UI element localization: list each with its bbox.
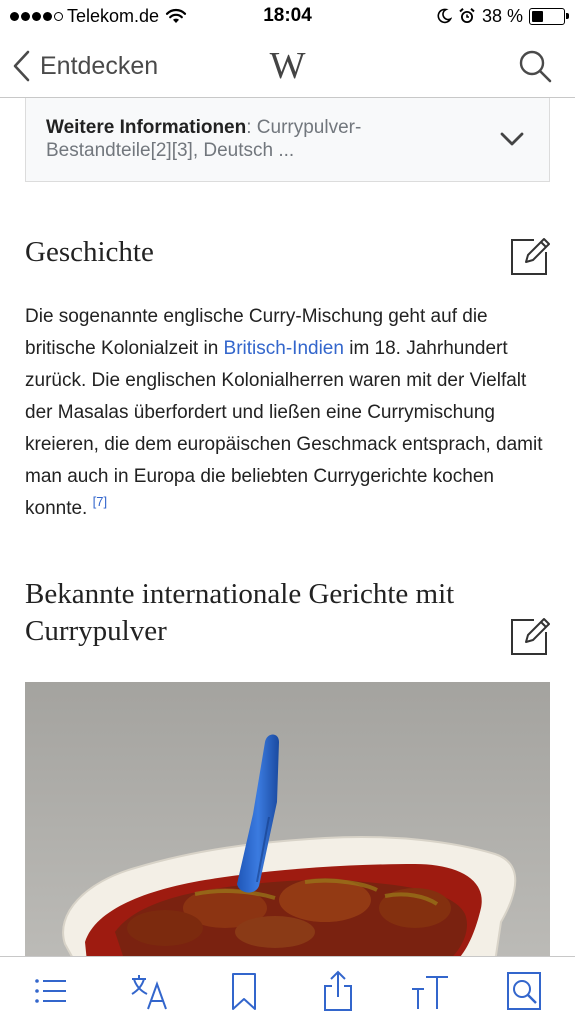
carrier-name: Telekom.de — [67, 5, 160, 26]
share-icon[interactable] — [316, 969, 360, 1013]
more-information-summary: Currypulver-Bestandteile[2][3], Deutsch ... — [46, 117, 362, 161]
chevron-down-icon[interactable] — [497, 124, 527, 154]
chevron-left-icon — [12, 49, 32, 83]
paragraph-text-1: Die sogenannte englische Curry-Mischung geht auf die britische Kolonialzeit in — [25, 306, 488, 359]
status-time: 18:04 — [263, 5, 312, 26]
search-icon — [517, 48, 553, 84]
section-heading-gerichte: Bekannte internationale Gerichte mit Currypulver — [25, 578, 455, 647]
article-content[interactable] — [0, 98, 575, 956]
edit-icon[interactable] — [508, 234, 552, 278]
more-information-separator: : — [246, 117, 257, 138]
section-paragraph-geschichte — [25, 301, 555, 525]
bottom-toolbar — [0, 956, 575, 1024]
paragraph-text-2: im 18. Jahrhundert zurück. Die englischen Kolonialherren waren mit der Vielfalt der Masalas überfordert und ließen eine Currymischung kreieren, die dem europäischen Geschmack entsprach, damit man auch in Europa die beliebten Currygerichte kochen konnte. — [25, 338, 543, 519]
moon-icon — [436, 8, 452, 24]
edit-icon[interactable] — [508, 614, 552, 658]
currywurst-image[interactable] — [25, 682, 550, 956]
section-heading-geschichte: Geschichte — [25, 236, 154, 268]
wikipedia-logo-text[interactable]: W — [269, 45, 306, 87]
footnote-reference[interactable]: [7] — [92, 494, 108, 509]
language-icon[interactable] — [128, 969, 172, 1013]
find-in-page-icon[interactable] — [502, 969, 546, 1013]
more-information-text — [46, 116, 476, 162]
table-of-contents-icon[interactable] — [28, 969, 72, 1013]
alarm-icon — [458, 7, 476, 25]
back-label: Entdecken — [40, 51, 159, 80]
back-button[interactable] — [12, 48, 158, 84]
more-information-box[interactable] — [25, 98, 550, 182]
more-information-title: Weitere Informationen — [46, 117, 247, 138]
link-britisch-indien[interactable]: Britisch-Indien — [223, 338, 344, 359]
nav-bar — [0, 34, 575, 98]
search-button[interactable] — [517, 48, 553, 84]
status-bar — [0, 0, 575, 34]
bookmark-icon[interactable] — [222, 969, 266, 1013]
battery-percent: 38 % — [481, 5, 523, 26]
battery-fill — [532, 11, 543, 22]
status-right — [436, 5, 565, 27]
font-size-icon[interactable] — [408, 969, 452, 1013]
battery-icon — [529, 8, 565, 25]
